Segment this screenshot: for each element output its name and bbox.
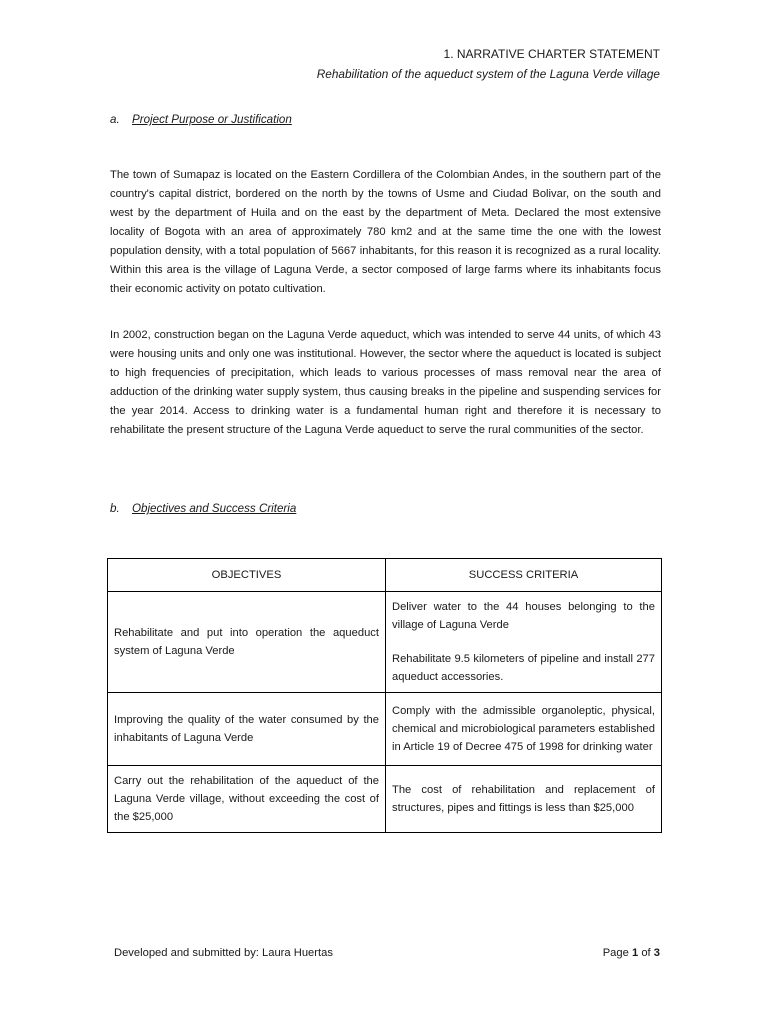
section-a-letter: a. <box>110 113 120 126</box>
page-total: 3 <box>653 947 660 959</box>
document-header <box>317 44 660 84</box>
footer-page-number <box>603 944 660 963</box>
objectives-table <box>107 558 662 833</box>
objective-cell: Improving the quality of the water consumed by the inhabitants of Laguna Verde <box>108 693 386 766</box>
section-a-title: Project Purpose or Justification <box>132 113 292 126</box>
table-row <box>108 766 662 833</box>
section-b-heading <box>110 499 296 518</box>
criteria-text: Comply with the admissible organoleptic, physical, chemical and microbiological parameters established in Article 19 of Decree 475 of 1998 for drinking water <box>392 705 655 753</box>
criteria-cell <box>386 693 662 766</box>
criteria-text: Deliver water to the 44 houses belonging to the village of Laguna Verde <box>392 601 655 631</box>
table-row <box>108 693 662 766</box>
objective-cell: Carry out the rehabilitation of the aqueduct of the Laguna Verde village, without exceeding the cost of the $25,000 <box>108 766 386 833</box>
section-b-title: Objectives and Success Criteria <box>132 502 297 515</box>
table-row <box>108 592 662 693</box>
page-prefix: Page <box>602 947 629 959</box>
page-current: 1 <box>631 947 639 959</box>
section-b-letter: b. <box>110 502 120 515</box>
paragraph-1: The town of Sumapaz is located on the Eastern Cordillera of the Colombian Andes, in the southern part of the country's capital district, bordered on the north by the towns of Usme and Ciudad Bolivar, on the south and west by the department of Huila and on the east by the department of Meta. Declared the most extensive locality of Bogota with an area of approximately 780 km2 and at the same time the one with the lowest population density, with a total population of 5667 inhabitants, for this reason it is recognized as a rural locality. Within this area is the village of Laguna Verde, a sector composed of large farms where its inhabitants focus their economic activity on potato cultivation. <box>110 169 661 295</box>
criteria-cell <box>386 592 662 693</box>
document-subtitle: Rehabilitation of the aqueduct system of the Laguna Verde village <box>316 67 660 81</box>
criteria-text: Rehabilitate 9.5 kilometers of pipeline and install 277 aqueduct accessories. <box>392 653 655 683</box>
criteria-cell <box>386 766 662 833</box>
footer-author: Developed and submitted by: Laura Huertas <box>114 947 333 959</box>
section-a-heading <box>110 110 292 129</box>
criteria-text: The cost of rehabilitation and replacement of structures, pipes and fittings is less than $25,000 <box>392 784 655 814</box>
objectives-header: OBJECTIVES <box>108 559 386 592</box>
document-title: 1. NARRATIVE CHARTER STATEMENT <box>443 47 660 61</box>
table-header-row <box>108 559 662 592</box>
page-of: of <box>641 947 651 959</box>
paragraph-2: In 2002, construction began on the Laguna Verde aqueduct, which was intended to serve 44 units, of which 43 were housing units and only one was institutional. However, the sector where the aqueduct is located is subject to high frequencies of precipitation, which leads to various processes of mass removal near the area of adduction of the drinking water supply system, thus causing breaks in the pipeline and suspending services for the year 2014. Access to drinking water is a fundamental human right and therefore it is necessary to rehabilitate the present structure of the Laguna Verde aqueduct to serve the rural communities of the sector. <box>110 329 661 436</box>
success-criteria-header: SUCCESS CRITERIA <box>386 559 662 592</box>
objective-cell: Rehabilitate and put into operation the aqueduct system of Laguna Verde <box>108 592 386 693</box>
